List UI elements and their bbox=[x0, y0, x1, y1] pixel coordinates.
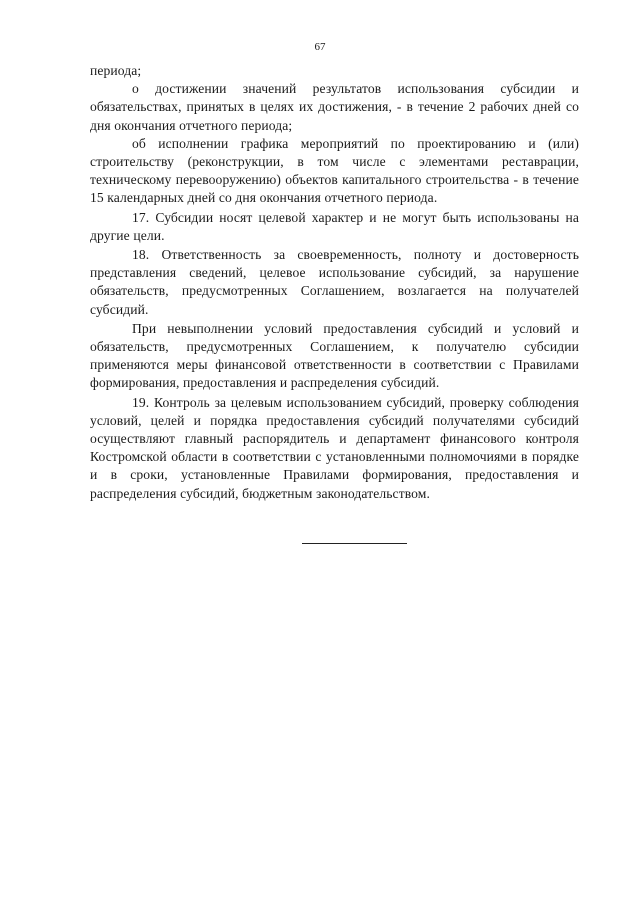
page-number: 67 bbox=[314, 41, 326, 53]
paragraph-results-achievement: о достижении значений результатов использования субсидии и обязательствах, принятых в целях их достижения, - в течение 2 рабочих дней со дня окончания отчетного периода; bbox=[90, 81, 579, 133]
document-body bbox=[90, 62, 579, 503]
paragraph-item-19: 19. Контроль за целевым использованием субсидий, проверку соблюдения условий, целей и порядка предоставления субсидий получателями субсидий осуществляют главный распорядитель и департамент финансового контроля Костромской области в соответствии с установленными полномочиями в порядке и в сроки, установленные Правилами формирования, предоставления и распределения субсидий, бюджетным законодательством. bbox=[90, 394, 579, 501]
paragraph-period-end: периода; bbox=[90, 63, 142, 78]
paragraph-item-18: 18. Ответственность за своевременность, полноту и достоверность представления сведений, целевое использование субсидий, за нарушение обязательств, предусмотренных Соглашением, возлагается на получателей субсидий. bbox=[90, 247, 579, 317]
paragraph-item-17: 17. Субсидии носят целевой характер и не могут быть использованы на другие цели. bbox=[90, 209, 579, 243]
closing-separator-line bbox=[302, 543, 407, 544]
paragraph-non-compliance: При невыполнении условий предоставления субсидий и условий и обязательств, предусмотренных Соглашением, к получателю субсидии применяются меры финансовой ответственности в соответствии с Правилами формирования, предоставления и распределения субсидий. bbox=[90, 320, 579, 391]
paragraph-schedule-execution: об исполнении графика мероприятий по проектированию и (или) строительству (реконструкции, в том числе с элементами реставрации, техническому перевооружению) объектов капитального строительства - в течение 15 календарных дней со дня окончания отчетного периода. bbox=[90, 135, 579, 206]
